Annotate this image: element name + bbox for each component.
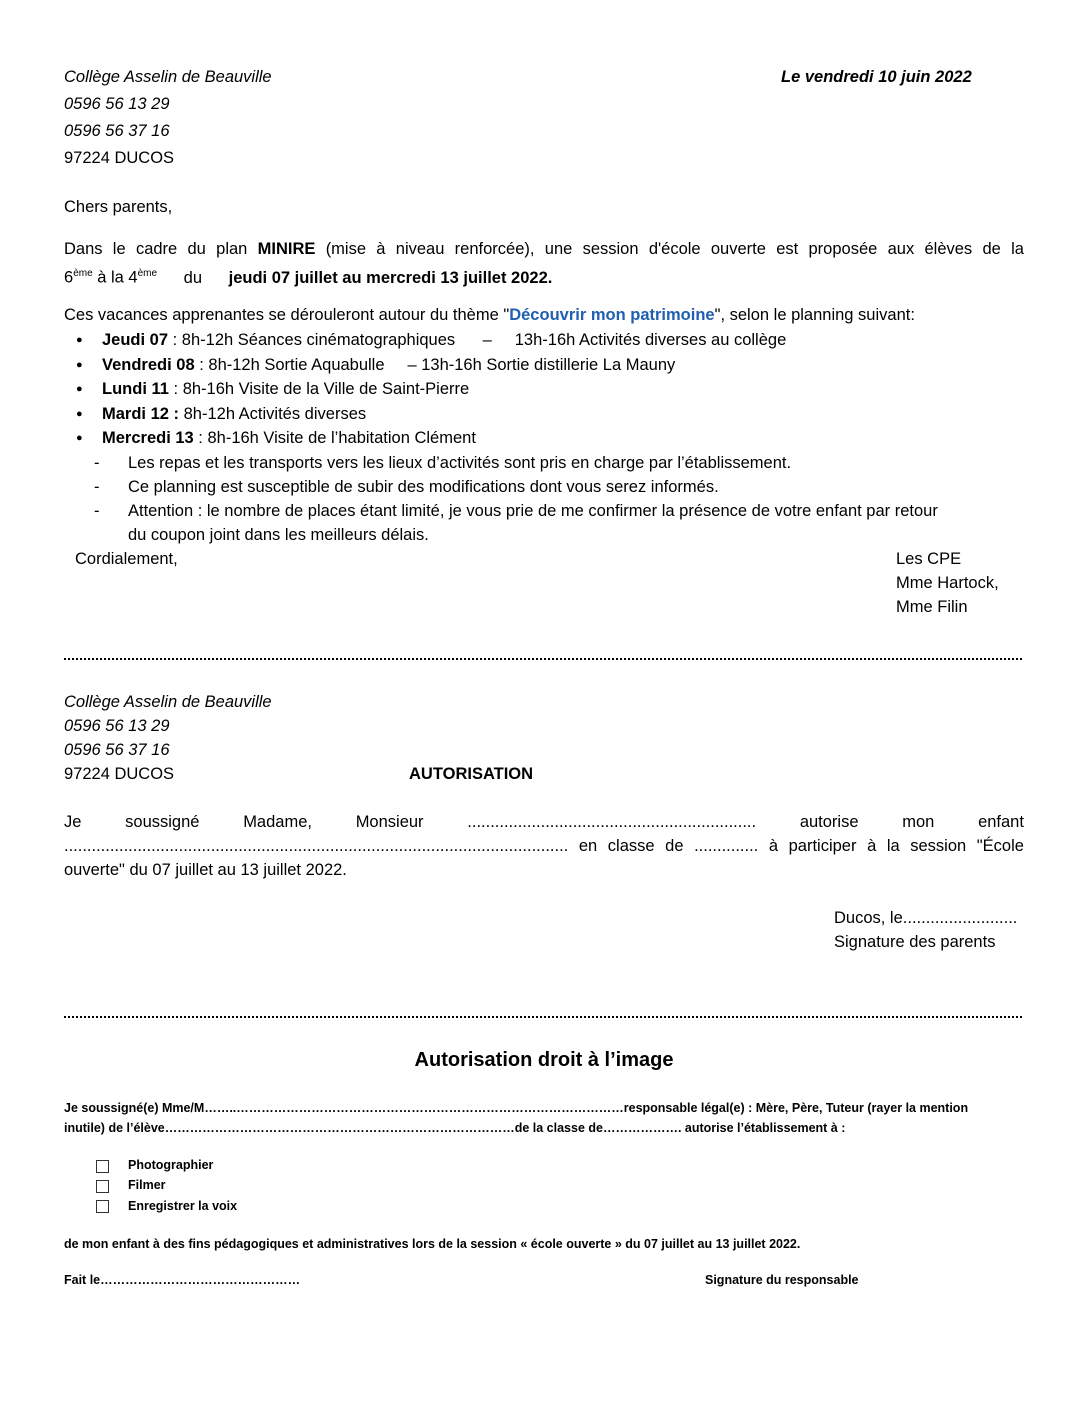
school-city: 97224 DUCOS (64, 149, 175, 167)
cut-line-1 (64, 654, 1022, 660)
session-dates: jeudi 07 juillet au mercredi 13 juillet 2022. (228, 268, 553, 287)
image-rights-done-at[interactable]: Fait le………………………………………… (64, 1273, 301, 1287)
coupon-phone-1: 0596 56 13 29 (64, 717, 170, 735)
list-item: ● Jeudi 07 : 8h-12h Séances cinématographiques – 13h-16h Activités diverses au collège (64, 328, 786, 353)
coupon-signature: Signature des parents (834, 933, 996, 951)
school-name: Collège Asselin de Beauville (64, 68, 272, 86)
list-item: ● Lundi 11 : 8h-16h Visite de la Ville de Saint-Pierre (64, 377, 786, 402)
option-photograph: Photographier (128, 1158, 214, 1172)
cut-line-2 (64, 1012, 1022, 1018)
school-phone-1: 0596 56 13 29 (64, 95, 170, 113)
parent-name-field[interactable]: ............................................................... (467, 813, 757, 831)
list-item: ● Mercredi 13 : 8h-16h Visite de l’habitation Clément (64, 426, 786, 451)
signer-1: Les CPE (896, 550, 962, 568)
theme-line: Ces vacances apprenantes se dérouleront autour du thème "Découvrir mon patrimoine", selon le planning suivant: (64, 306, 915, 324)
coupon-title: AUTORISATION (409, 765, 534, 783)
list-item: ● Vendredi 08 : 8h-12h Sortie Aquabulle – 13h-16h Sortie distillerie La Mauny (64, 353, 786, 378)
coupon-school-name: Collège Asselin de Beauville (64, 693, 272, 711)
film-checkbox[interactable] (96, 1180, 109, 1193)
option-film: Filmer (128, 1178, 166, 1192)
closing: Cordialement, (75, 550, 178, 568)
photograph-checkbox[interactable] (96, 1160, 109, 1173)
intro-line-1: Dans le cadre du plan MINIRE (mise à niveau renforcée), une session d'école ouverte est proposée aux élèves de la (64, 240, 1024, 258)
coupon-line-3: ouverte" du 07 juillet au 13 juillet 2022. (64, 861, 347, 879)
list-item: - Attention : le nombre de places étant limité, je vous prie de me confirmer la présence de votre enfant par retour du coupon joint dans les meilleurs délais. (64, 499, 1026, 547)
option-voice: Enregistrer la voix (128, 1199, 238, 1213)
schedule-list (64, 328, 786, 451)
intro-line-2: 6ème à la 4ème du jeudi 07 juillet au mercredi 13 juillet 2022. (64, 268, 553, 287)
child-name-field[interactable]: .............................................................................................................. (64, 837, 569, 855)
letter-date: Le vendredi 10 juin 2022 (781, 68, 972, 86)
list-item: - Les repas et les transports vers les lieux d’activités sont pris en charge par l’établissement. (64, 451, 1026, 475)
list-item: ● Mardi 12 : 8h-12h Activités diverses (64, 402, 786, 427)
plan-name: MINIRE (257, 240, 316, 258)
signer-2: Mme Hartock, (896, 574, 999, 592)
image-rights-title: Autorisation droit à l’image (414, 1049, 674, 1071)
list-item: - Ce planning est susceptible de subir des modifications dont vous serez informés. (64, 475, 1026, 499)
school-phone-2: 0596 56 37 16 (64, 122, 170, 140)
coupon-place-date[interactable]: Ducos, le......................... (834, 909, 1018, 927)
theme-name: Découvrir mon patrimoine (509, 306, 715, 324)
image-rights-line-1: Je soussigné(e) Mme/M……..…………………………………………………………………………………responsable légal(e) : Mère, Père, Tuteur (rayer la mention (64, 1101, 969, 1115)
notes-list (64, 451, 1026, 547)
coupon-city: 97224 DUCOS (64, 765, 175, 783)
image-rights-purpose: de mon enfant à des fins pédagogiques et administratives lors de la session « école ouverte » du 07 juillet au 13 juillet 2022. (64, 1237, 801, 1251)
coupon-line-2: .............................................................................................................. en classe de .............. à participer à la session "École (64, 837, 1024, 855)
voice-checkbox[interactable] (96, 1200, 109, 1213)
signer-3: Mme Filin (896, 598, 968, 616)
coupon-phone-2: 0596 56 37 16 (64, 741, 170, 759)
image-rights-signature: Signature du responsable (705, 1273, 859, 1287)
class-field[interactable]: .............. (694, 837, 759, 855)
coupon-line-1: Je soussigné Madame, Monsieur ............................................................... autorise mon enfant (64, 813, 1024, 831)
greeting: Chers parents, (64, 198, 173, 216)
image-rights-line-2: inutile) de l’élève…………………………………………………………………………de la classe de………………. autorise l’établissement à : (64, 1121, 846, 1135)
